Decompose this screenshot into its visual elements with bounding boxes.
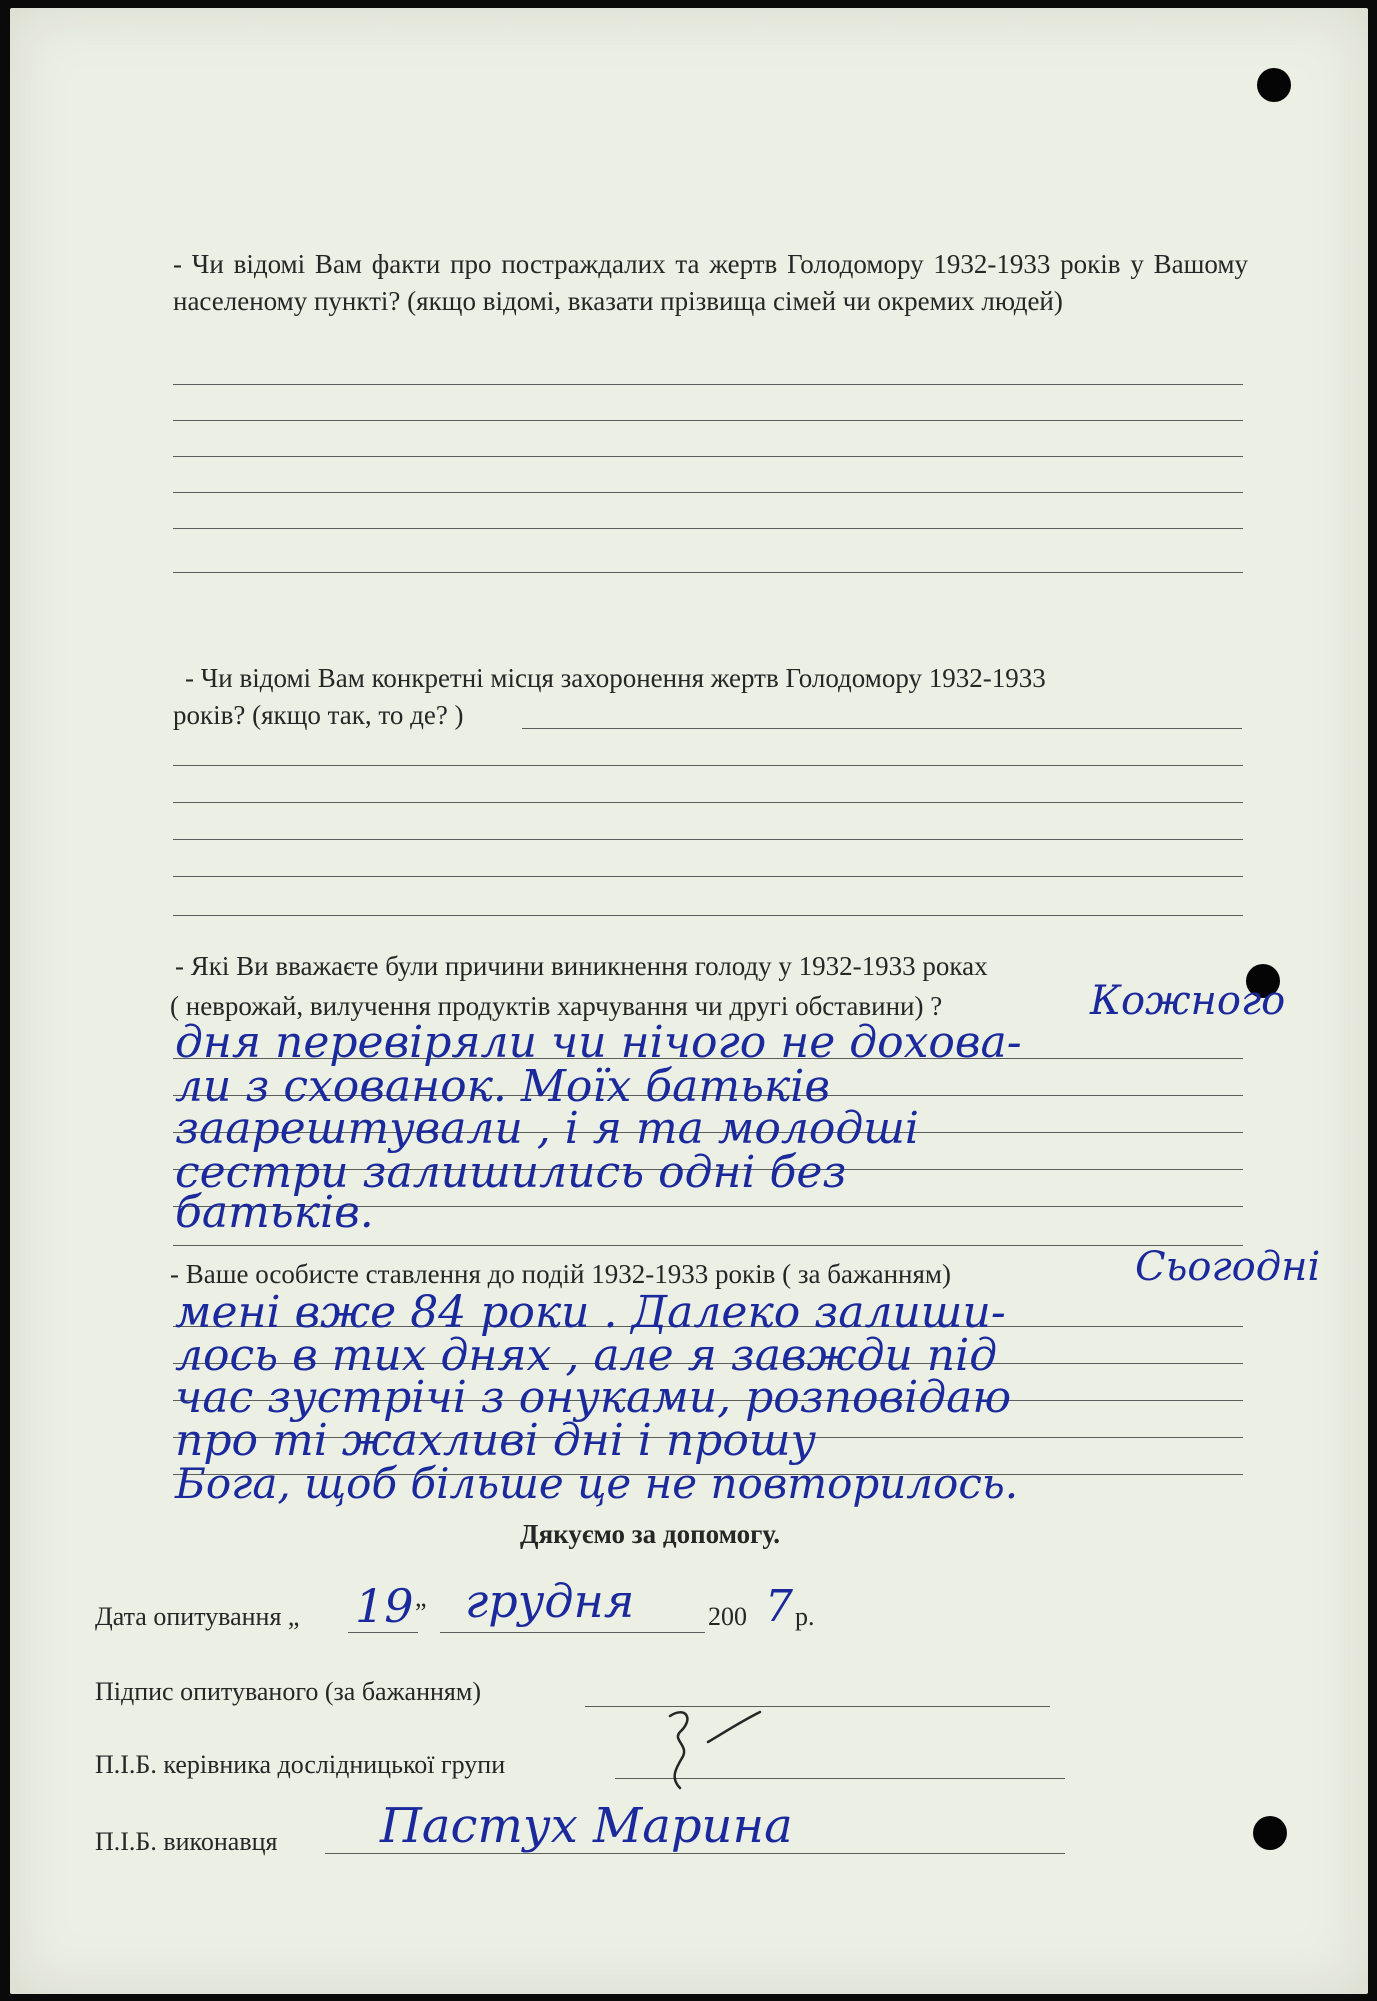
answer-4-line-5: про ті жахливі дні і прошу xyxy=(175,1415,817,1466)
answer-3-line-6: батьків. xyxy=(175,1187,374,1238)
answer-4-line-3: лось в тих днях , але я завжди під xyxy=(175,1330,998,1381)
date-day-line xyxy=(348,1632,418,1633)
answer-line xyxy=(173,492,1243,493)
date-month-line xyxy=(440,1632,705,1633)
punch-hole-top xyxy=(1257,68,1291,102)
signature-label: Підпис опитуваного (за бажанням) xyxy=(95,1677,481,1706)
survey-month: грудня xyxy=(465,1574,635,1628)
executor-label: П.І.Б. виконавця xyxy=(95,1827,278,1856)
answer-line xyxy=(173,384,1243,385)
answer-3-line-2: дня перевіряли чи нічого не дохова- xyxy=(175,1017,1022,1068)
answer-line xyxy=(173,1245,1243,1246)
answer-line xyxy=(173,765,1243,766)
answer-line xyxy=(173,528,1243,529)
form-sheet xyxy=(10,8,1368,1994)
survey-day: 19 xyxy=(355,1579,414,1633)
year-prefix: 200 xyxy=(708,1602,747,1631)
answer-3-line-5: сестри залишились одні без xyxy=(175,1147,847,1198)
answer-line xyxy=(173,572,1243,573)
answer-4-line-1: Сьогодні xyxy=(1135,1244,1321,1290)
question-1: - Чи відомі Вам факти про постраждалих та жертв Голодомору 1932-1933 років у Вашому населеному пункті? (якщо відомі, вказати прізвища сімей чи окремих людей) xyxy=(173,249,1248,316)
answer-4-line-4: час зустрічі з онуками, розповідаю xyxy=(175,1372,1012,1423)
date-label xyxy=(95,1598,299,1635)
date-label-text: Дата опитування „ xyxy=(95,1602,300,1631)
group-leader-signature xyxy=(650,1698,790,1808)
answer-3-line-1: Кожного xyxy=(1090,978,1286,1024)
question-2-line-2: років? (якщо так, то де? ) xyxy=(173,700,464,730)
answer-line xyxy=(173,420,1243,421)
answer-line xyxy=(173,876,1243,877)
answer-line xyxy=(522,728,1242,729)
answer-line xyxy=(173,456,1243,457)
answer-line xyxy=(173,915,1243,916)
group-leader-label: П.І.Б. керівника дослідницької групи xyxy=(95,1750,506,1779)
year-digit: 7 xyxy=(765,1581,793,1632)
answer-4-line-6: Бога, щоб більше це не повторилось. xyxy=(175,1459,1019,1508)
answer-3-line-3: ли з схованок. Моїх батьків xyxy=(175,1061,830,1112)
question-2-line-1: - Чи відомі Вам конкретні місця захоронення жертв Голодомору 1932-1933 xyxy=(185,663,1046,693)
answer-line xyxy=(173,839,1243,840)
answer-line xyxy=(173,802,1243,803)
date-quote-close: ” xyxy=(415,1598,427,1627)
question-3-line-2: ( неврожай, вилучення продуктів харчування чи другі обставини) ? xyxy=(170,991,943,1021)
year-suffix: р. xyxy=(795,1602,815,1631)
question-4: - Ваше особисте ставлення до подій 1932-1933 років ( за бажанням) xyxy=(170,1259,951,1289)
answer-4-line-2: мені вже 84 роки . Далеко залиши- xyxy=(175,1287,1006,1338)
question-3-line-1: - Які Ви вважаєте були причини виникнення голоду у 1932-1933 роках xyxy=(175,951,988,981)
thanks-note: Дякуємо за допомогу. xyxy=(520,1519,780,1549)
executor-name: Пастух Марина xyxy=(380,1798,793,1854)
punch-hole-bottom xyxy=(1253,1816,1287,1850)
answer-3-line-4: заарештували , і я та молодші xyxy=(175,1103,919,1154)
